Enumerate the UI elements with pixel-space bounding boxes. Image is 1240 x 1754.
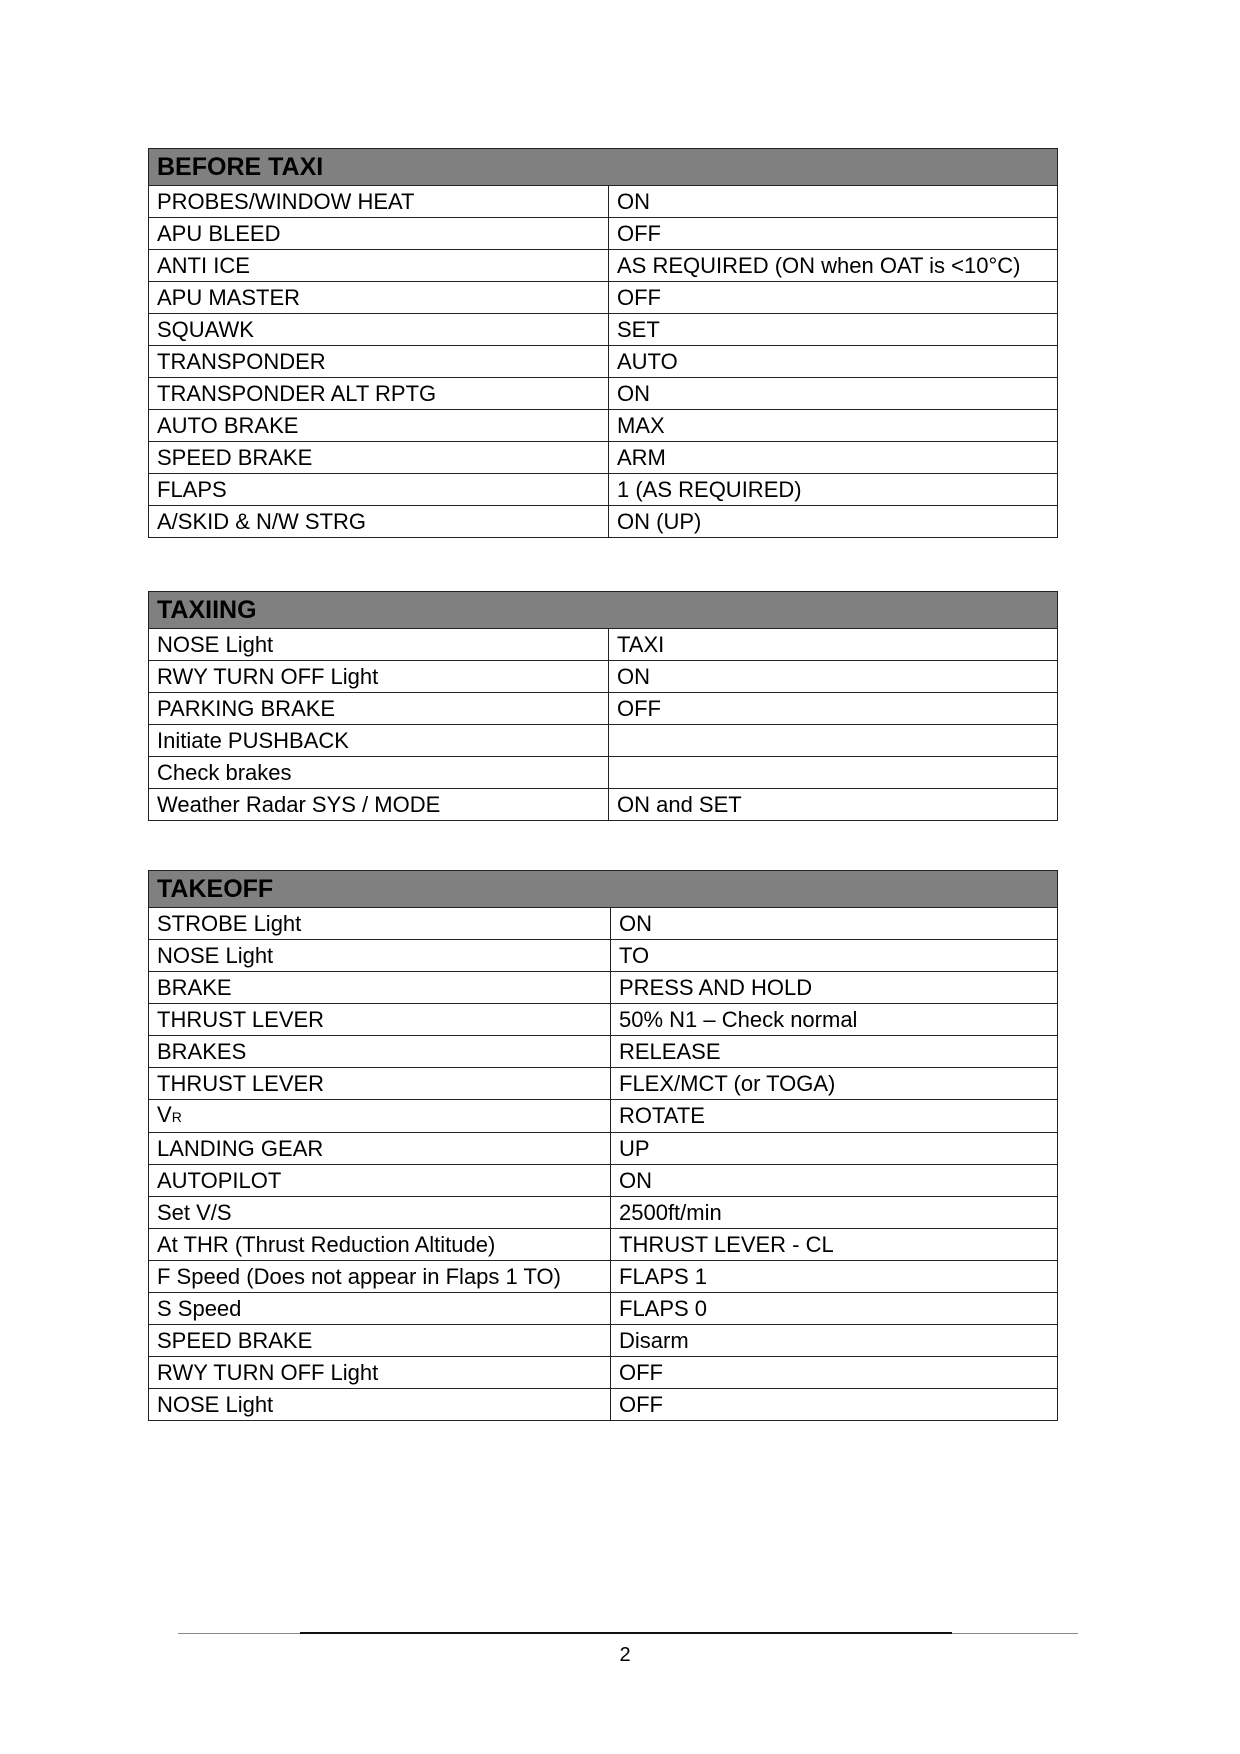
checklist-item: RWY TURN OFF Light bbox=[149, 661, 609, 693]
checklist-item: A/SKID & N/W STRG bbox=[149, 506, 609, 538]
checklist-action: UP bbox=[611, 1133, 1058, 1165]
checklist-action: ON bbox=[611, 908, 1058, 940]
checklist-action: ON bbox=[609, 378, 1058, 410]
checklist-action: OFF bbox=[611, 1389, 1058, 1421]
checklist-item: LANDING GEAR bbox=[149, 1133, 611, 1165]
table-row bbox=[149, 506, 1058, 538]
checklist-action: OFF bbox=[609, 218, 1058, 250]
table-row bbox=[149, 378, 1058, 410]
checklist-action: AS REQUIRED (ON when OAT is <10°C) bbox=[609, 250, 1058, 282]
section-header-row bbox=[149, 871, 1058, 908]
checklist-action: Disarm bbox=[611, 1325, 1058, 1357]
table-row bbox=[149, 346, 1058, 378]
table-row bbox=[149, 186, 1058, 218]
footer-divider-accent bbox=[300, 1632, 952, 1634]
table-row bbox=[149, 972, 1058, 1004]
checklist-item: SPEED BRAKE bbox=[149, 1325, 611, 1357]
checklist-item: At THR (Thrust Reduction Altitude) bbox=[149, 1229, 611, 1261]
checklist-action: ON bbox=[609, 186, 1058, 218]
table-row bbox=[149, 1261, 1058, 1293]
checklist-item: THRUST LEVER bbox=[149, 1068, 611, 1100]
checklist-item: ANTI ICE bbox=[149, 250, 609, 282]
table-row bbox=[149, 757, 1058, 789]
table-row bbox=[149, 1325, 1058, 1357]
table-row bbox=[149, 1229, 1058, 1261]
table-row bbox=[149, 1165, 1058, 1197]
checklist-action: FLAPS 0 bbox=[611, 1293, 1058, 1325]
checklist-item: Set V/S bbox=[149, 1197, 611, 1229]
table-row bbox=[149, 1068, 1058, 1100]
checklist-action: FLEX/MCT (or TOGA) bbox=[611, 1068, 1058, 1100]
table-row bbox=[149, 1389, 1058, 1421]
checklist-item: AUTO BRAKE bbox=[149, 410, 609, 442]
checklist-action: RELEASE bbox=[611, 1036, 1058, 1068]
section-title: TAKEOFF bbox=[149, 871, 1058, 908]
vr-symbol: V bbox=[157, 1102, 172, 1127]
checklist-item bbox=[149, 1100, 611, 1133]
table-row bbox=[149, 629, 1058, 661]
table-row bbox=[149, 1036, 1058, 1068]
section-title: TAXIING bbox=[149, 592, 1058, 629]
checklist-action: OFF bbox=[609, 693, 1058, 725]
section-header-row bbox=[149, 592, 1058, 629]
table-row bbox=[149, 1357, 1058, 1389]
checklist-item: SQUAWK bbox=[149, 314, 609, 346]
checklist-item: NOSE Light bbox=[149, 1389, 611, 1421]
checklist-item: TRANSPONDER bbox=[149, 346, 609, 378]
checklist-item: APU MASTER bbox=[149, 282, 609, 314]
checklist-item: FLAPS bbox=[149, 474, 609, 506]
table-row bbox=[149, 442, 1058, 474]
checklist-item: NOSE Light bbox=[149, 629, 609, 661]
checklist-action bbox=[609, 725, 1058, 757]
table-row bbox=[149, 1100, 1058, 1133]
checklist-action: 1 (AS REQUIRED) bbox=[609, 474, 1058, 506]
before-taxi-table bbox=[148, 148, 1058, 538]
table-row bbox=[149, 1293, 1058, 1325]
checklist-item: TRANSPONDER ALT RPTG bbox=[149, 378, 609, 410]
checklist-item: BRAKES bbox=[149, 1036, 611, 1068]
checklist-action: FLAPS 1 bbox=[611, 1261, 1058, 1293]
table-row bbox=[149, 1133, 1058, 1165]
table-row bbox=[149, 410, 1058, 442]
table-row bbox=[149, 725, 1058, 757]
section-header-row bbox=[149, 149, 1058, 186]
table-row bbox=[149, 1004, 1058, 1036]
checklist-item: STROBE Light bbox=[149, 908, 611, 940]
checklist-item: SPEED BRAKE bbox=[149, 442, 609, 474]
checklist-action: PRESS AND HOLD bbox=[611, 972, 1058, 1004]
checklist-action: AUTO bbox=[609, 346, 1058, 378]
table-row bbox=[149, 661, 1058, 693]
checklist-action: ROTATE bbox=[611, 1100, 1058, 1133]
table-row bbox=[149, 474, 1058, 506]
checklist-item: S Speed bbox=[149, 1293, 611, 1325]
table-row bbox=[149, 789, 1058, 821]
checklist-item: THRUST LEVER bbox=[149, 1004, 611, 1036]
table-row bbox=[149, 940, 1058, 972]
checklist-item: Weather Radar SYS / MODE bbox=[149, 789, 609, 821]
checklist-action: OFF bbox=[611, 1357, 1058, 1389]
table-row bbox=[149, 314, 1058, 346]
table-row bbox=[149, 693, 1058, 725]
taxiing-table bbox=[148, 591, 1058, 821]
page-number: 2 bbox=[619, 1644, 631, 1666]
checklist-action: ON (UP) bbox=[609, 506, 1058, 538]
vr-subscript: R bbox=[171, 1109, 182, 1125]
checklist-action: 2500ft/min bbox=[611, 1197, 1058, 1229]
checklist-action bbox=[609, 757, 1058, 789]
checklist-action: TO bbox=[611, 940, 1058, 972]
checklist-item: AUTOPILOT bbox=[149, 1165, 611, 1197]
table-row bbox=[149, 282, 1058, 314]
takeoff-table bbox=[148, 870, 1058, 1421]
table-row bbox=[149, 250, 1058, 282]
checklist-action: ON bbox=[609, 661, 1058, 693]
table-row bbox=[149, 908, 1058, 940]
checklist-action: MAX bbox=[609, 410, 1058, 442]
table-row bbox=[149, 218, 1058, 250]
checklist-item: F Speed (Does not appear in Flaps 1 TO) bbox=[149, 1261, 611, 1293]
checklist-action: OFF bbox=[609, 282, 1058, 314]
checklist-item: BRAKE bbox=[149, 972, 611, 1004]
section-title: BEFORE TAXI bbox=[149, 149, 1058, 186]
checklist-item: PARKING BRAKE bbox=[149, 693, 609, 725]
checklist-action: 50% N1 – Check normal bbox=[611, 1004, 1058, 1036]
checklist-item: NOSE Light bbox=[149, 940, 611, 972]
checklist-action: ON bbox=[611, 1165, 1058, 1197]
checklist-action: THRUST LEVER - CL bbox=[611, 1229, 1058, 1261]
checklist-item: APU BLEED bbox=[149, 218, 609, 250]
checklist-item: Check brakes bbox=[149, 757, 609, 789]
checklist-item: RWY TURN OFF Light bbox=[149, 1357, 611, 1389]
checklist-action: TAXI bbox=[609, 629, 1058, 661]
checklist-item: PROBES/WINDOW HEAT bbox=[149, 186, 609, 218]
checklist-action: SET bbox=[609, 314, 1058, 346]
table-row bbox=[149, 1197, 1058, 1229]
checklist-item: Initiate PUSHBACK bbox=[149, 725, 609, 757]
checklist-action: ARM bbox=[609, 442, 1058, 474]
checklist-action: ON and SET bbox=[609, 789, 1058, 821]
